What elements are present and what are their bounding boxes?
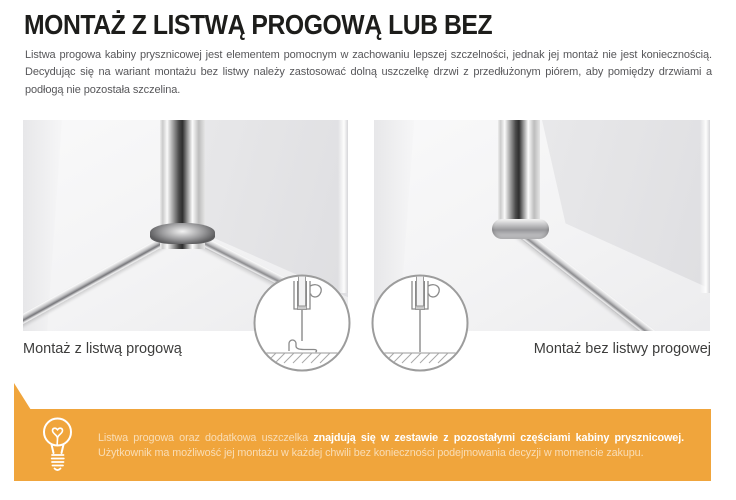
- photo-wall-edge-highlight: [338, 120, 348, 293]
- note-text: [98, 431, 684, 461]
- photo-hinge: [150, 223, 215, 244]
- note-line1-regular: Listwa progowa oraz dodatkowa uszczelka: [98, 432, 314, 444]
- cross-section-with-threshold-icon: [252, 273, 352, 373]
- cross-section-without-threshold-icon: [370, 273, 470, 373]
- photo-wall-edge-highlight: [700, 120, 710, 293]
- note-line2: Użytkownik ma możliwość jej montażu w każdej chwili bez konieczności podejmowania decyzji w momencie zakupu.: [98, 447, 644, 459]
- photo-post-foot: [492, 219, 549, 239]
- note-line1: [98, 431, 684, 446]
- note-line1-bold: znajdują się w zestawie z pozostałymi częściami kabiny prysznicowej.: [313, 432, 684, 444]
- caption-with-threshold: Montaż z listwą progową: [23, 341, 182, 357]
- note-banner: [14, 409, 711, 481]
- photo-chrome-post: [498, 120, 540, 230]
- lightbulb-icon: [39, 416, 76, 474]
- page-title: MONTAŻ Z LISTWĄ PROGOWĄ LUB BEZ: [24, 9, 493, 40]
- caption-without-threshold: Montaż bez listwy progowej: [533, 341, 711, 357]
- threshold-cross-section-diagram: [252, 273, 352, 373]
- note-banner-fold: [14, 383, 31, 410]
- intro-paragraph: Listwa progowa kabiny prysznicowej jest elementem pomocnym w zachowaniu lepszej szczelności, jednak jej montaż nie jest koniecznością. Decydując się na wariant montażu bez listwy należy zastosować dolną uszczelkę drzwi z przedłużonym piórem, aby pomiędzy drzwiami a podłogą nie pozostała szczelina.: [25, 49, 712, 96]
- no-threshold-cross-section-diagram: [370, 273, 470, 373]
